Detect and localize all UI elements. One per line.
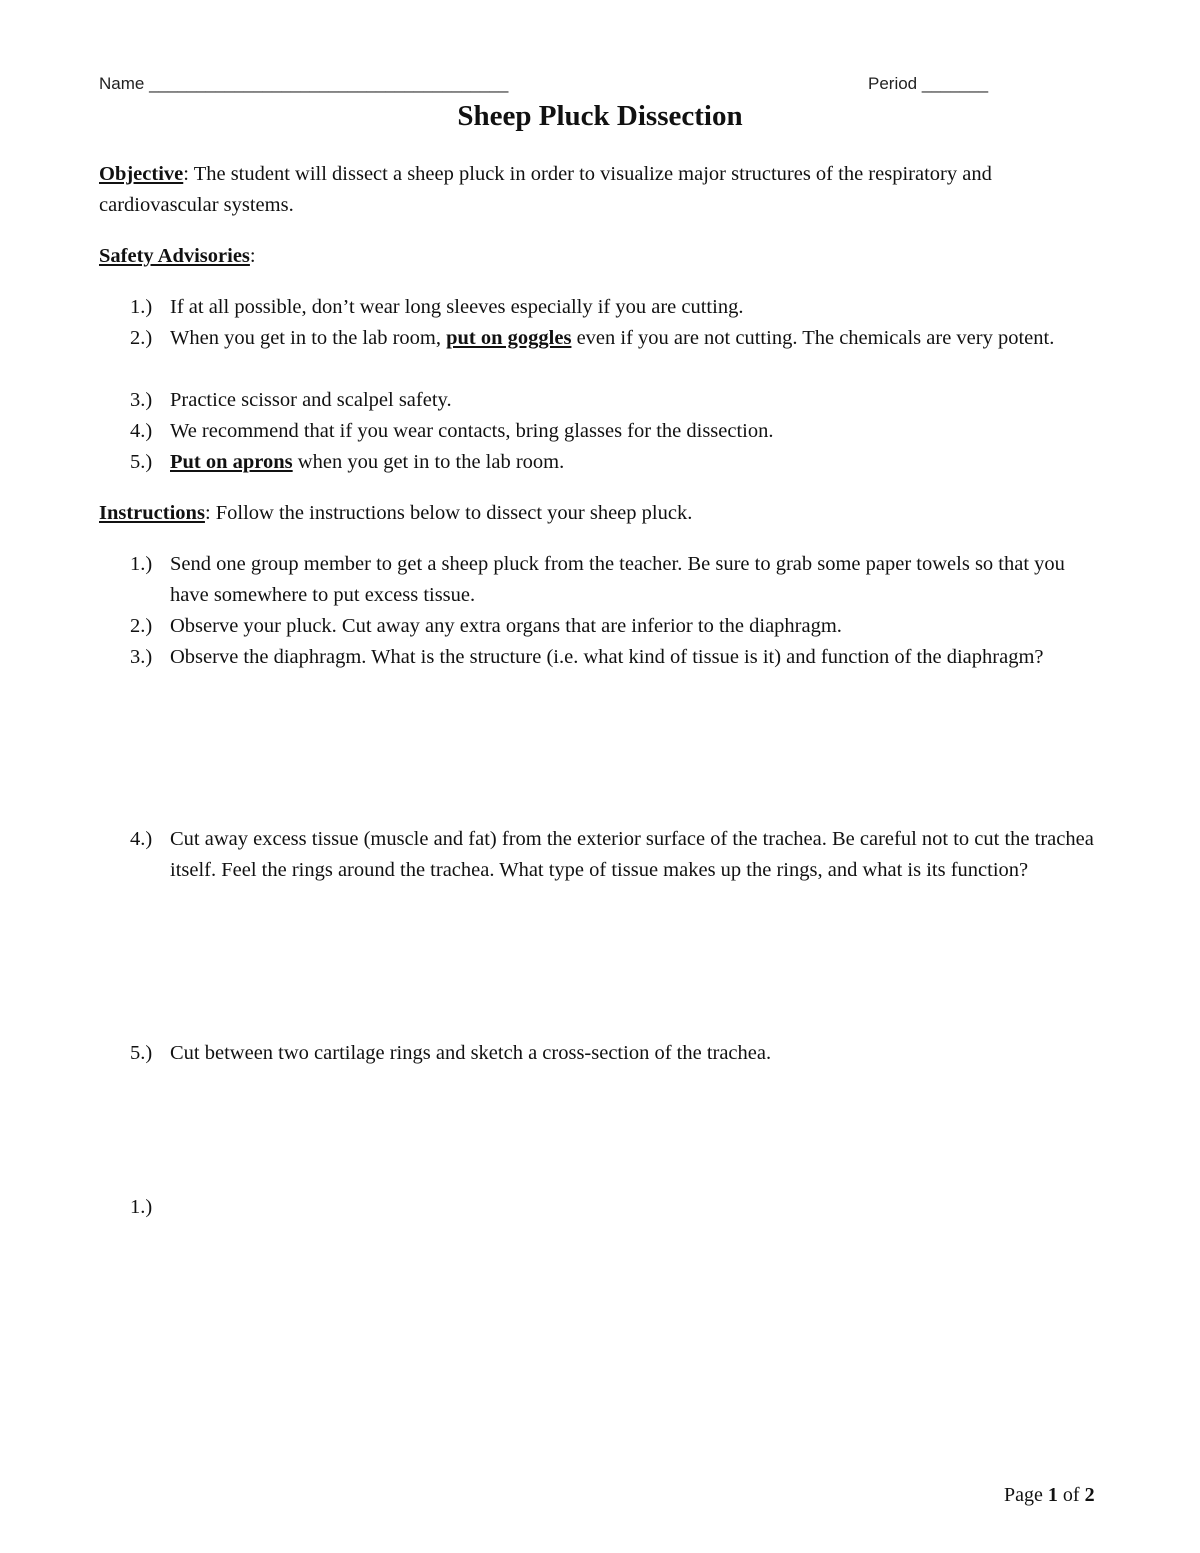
list-number: 4.) bbox=[130, 828, 153, 850]
list-text: Cut between two cartilage rings and sketch a cross-section of the trachea. bbox=[170, 1042, 772, 1064]
safety-label: Safety Advisories bbox=[99, 245, 250, 267]
objective-paragraph bbox=[99, 159, 1099, 221]
list-text-pre: When you get in to the lab room, bbox=[170, 327, 447, 349]
instructions-text: : Follow the instructions below to dissect your sheep pluck. bbox=[204, 502, 693, 524]
list-number: 3.) bbox=[130, 646, 153, 668]
instructions-paragraph bbox=[99, 498, 1099, 529]
list-number: 5.) bbox=[130, 451, 153, 473]
total-pages: 2 bbox=[1084, 1484, 1095, 1506]
period-field-label: Period _______ bbox=[868, 74, 989, 93]
list-text-post: when you get in to the lab room. bbox=[292, 451, 565, 473]
list-text bbox=[170, 323, 1100, 354]
list-text: Cut away excess tissue (muscle and fat) from the exterior surface of the trachea. Be careful not to cut the trachea itself. Feel the rings around the trachea. What type of tissue makes up the rings, and what is its function? bbox=[170, 828, 1094, 881]
emphasis-aprons: Put on aprons bbox=[170, 451, 293, 473]
objective-text: : The student will dissect a sheep pluck in order to visualize major structures of the respiratory and cardiovascular systems. bbox=[99, 163, 992, 216]
page-title: Sheep Pluck Dissection bbox=[457, 100, 743, 132]
list-number: 5.) bbox=[130, 1042, 153, 1064]
list-text bbox=[170, 447, 1100, 478]
list-number: 1.) bbox=[130, 553, 153, 575]
list-text: Observe your pluck. Cut away any extra organs that are inferior to the diaphragm. bbox=[170, 615, 842, 637]
of-word: of bbox=[1062, 1484, 1080, 1506]
safety-heading bbox=[99, 241, 1099, 272]
list-text: Practice scissor and scalpel safety. bbox=[170, 389, 452, 411]
current-page: 1 bbox=[1047, 1484, 1058, 1506]
list-text: Observe the diaphragm. What is the structure (i.e. what kind of tissue is it) and function of the diaphragm? bbox=[170, 646, 1044, 668]
list-number: 1.) bbox=[130, 1196, 153, 1218]
list-text: We recommend that if you wear contacts, bring glasses for the dissection. bbox=[170, 420, 774, 442]
list-number: 2.) bbox=[130, 615, 153, 637]
page-number bbox=[1004, 1484, 1095, 1507]
list-text: Send one group member to get a sheep pluck from the teacher. Be sure to grab some paper towels so that you have somewhere to put excess tissue. bbox=[170, 553, 1065, 606]
list-number: 4.) bbox=[130, 420, 153, 442]
emphasis-goggles: put on goggles bbox=[446, 327, 572, 349]
instructions-label: Instructions bbox=[99, 502, 205, 524]
list-text: If at all possible, don’t wear long sleeves especially if you are cutting. bbox=[170, 296, 744, 318]
list-number: 2.) bbox=[130, 327, 153, 349]
objective-label: Objective bbox=[99, 163, 184, 185]
name-field-label: Name ______________________________________ bbox=[99, 74, 509, 93]
safety-suffix: : bbox=[249, 245, 256, 267]
list-number: 3.) bbox=[130, 389, 153, 411]
page-word: Page bbox=[1004, 1484, 1043, 1506]
list-text-post: even if you are not cutting. The chemicals are very potent. bbox=[571, 327, 1055, 349]
list-number: 1.) bbox=[130, 296, 153, 318]
